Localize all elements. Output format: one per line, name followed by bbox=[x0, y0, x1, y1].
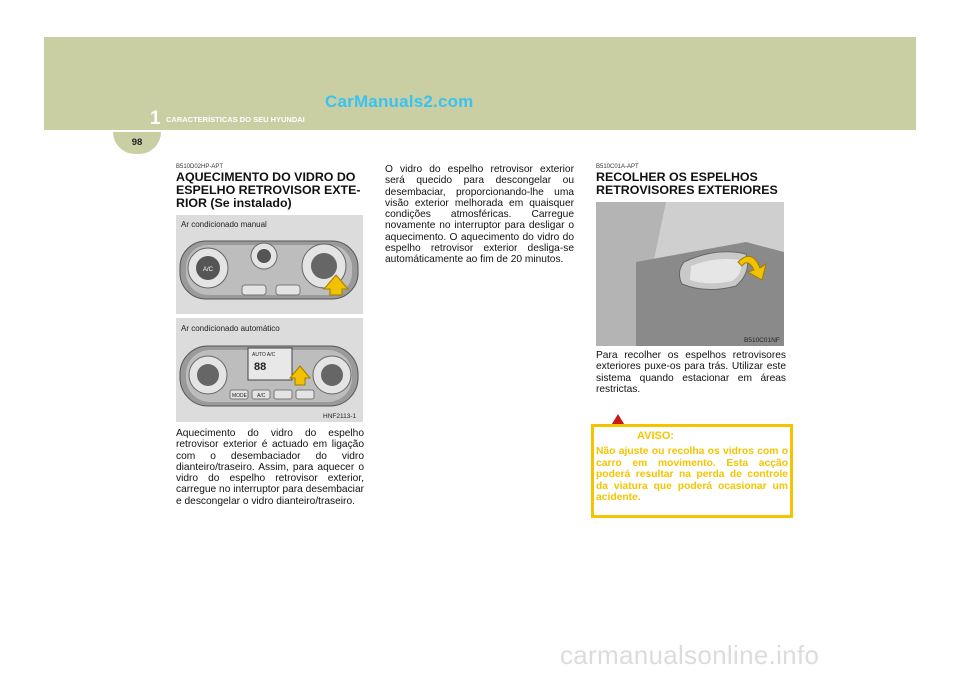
mirror-photo bbox=[596, 202, 784, 346]
body-text-col1: Aquecimento do vidro do espelho retrovisor exterior é actuado em ligação com o desembaciador do vidro dianteiro/traseiro. Assim, para aquecer o vidro do espelho retrovisor exterior, carregue no interruptor para desembaciar e descongelar o vidro dianteiro/traseiro. bbox=[176, 428, 365, 507]
site-watermark-top[interactable]: CarManuals2.com bbox=[325, 92, 474, 111]
display-temp: 88 bbox=[254, 361, 267, 373]
column-3 bbox=[596, 164, 786, 197]
site-watermark-footer[interactable]: carmanualsonline.info bbox=[560, 640, 820, 670]
front-defrost-button-auto bbox=[274, 390, 292, 399]
knob-ac-label: A/C bbox=[203, 267, 214, 273]
svg-text:A/C: A/C bbox=[257, 393, 266, 399]
page-number: 98 bbox=[131, 137, 143, 148]
section-code: B510C01A-APT bbox=[596, 164, 639, 170]
section-code: B510D02HP-APT bbox=[176, 164, 224, 170]
figure-caption-manual: Ar condicionado manual bbox=[181, 220, 267, 229]
body-text-col3: Para recolher os espelhos retrovisores exteriores puxe-os para trás. Utilizar este sistema quando estacionar em áreas restrictas. bbox=[596, 350, 786, 395]
auto-ac-panel bbox=[176, 318, 363, 422]
rear-defrost-button-auto bbox=[296, 390, 314, 399]
figure-caption-auto: Ar condicionado automático bbox=[181, 324, 280, 333]
rear-defrost-button bbox=[276, 285, 300, 295]
body-text-col2: O vidro do espelho retrovisor exterior será quecido para descongelar ou desembaciar, proporcionando-lhe uma visão exterior melhorada em quaisquer condições atmosféricas. Carregue novamente no interruptor para desligar o aquecimento. O aquecimento do vidro do espelho retrovisor exterior desliga-se automáticamente ao fim de 20 minutos. bbox=[385, 164, 574, 266]
display-auto-label: AUTO A/C bbox=[252, 352, 276, 358]
section-heading: AQUECIMENTO DO VIDRO DO ESPELHO RETROVISOR EXTE-RIOR (Se instalado) bbox=[176, 170, 361, 210]
warning-title: AVISO: bbox=[637, 430, 675, 442]
svg-text:MODE: MODE bbox=[232, 393, 247, 399]
chapter-number: 1 bbox=[150, 108, 161, 129]
chapter-title: CARACTERÍSTICAS DO SEU HYUNDAI bbox=[166, 115, 305, 124]
warning-text: Não ajuste ou recolha os vidros com o carro em movimento. Esta acção poderá resultar na perda de controle da viatura que poderá ocasionar um acidente. bbox=[596, 446, 788, 504]
manual-ac-panel bbox=[176, 215, 363, 314]
figure-code-mirror: B510C01NF bbox=[744, 337, 780, 344]
front-defrost-button bbox=[242, 285, 266, 295]
column-1 bbox=[176, 164, 364, 210]
figure-code: HNF2113-1 bbox=[323, 413, 357, 420]
section-heading: RECOLHER OS ESPELHOS RETROVISORES EXTERIORES bbox=[596, 170, 778, 197]
